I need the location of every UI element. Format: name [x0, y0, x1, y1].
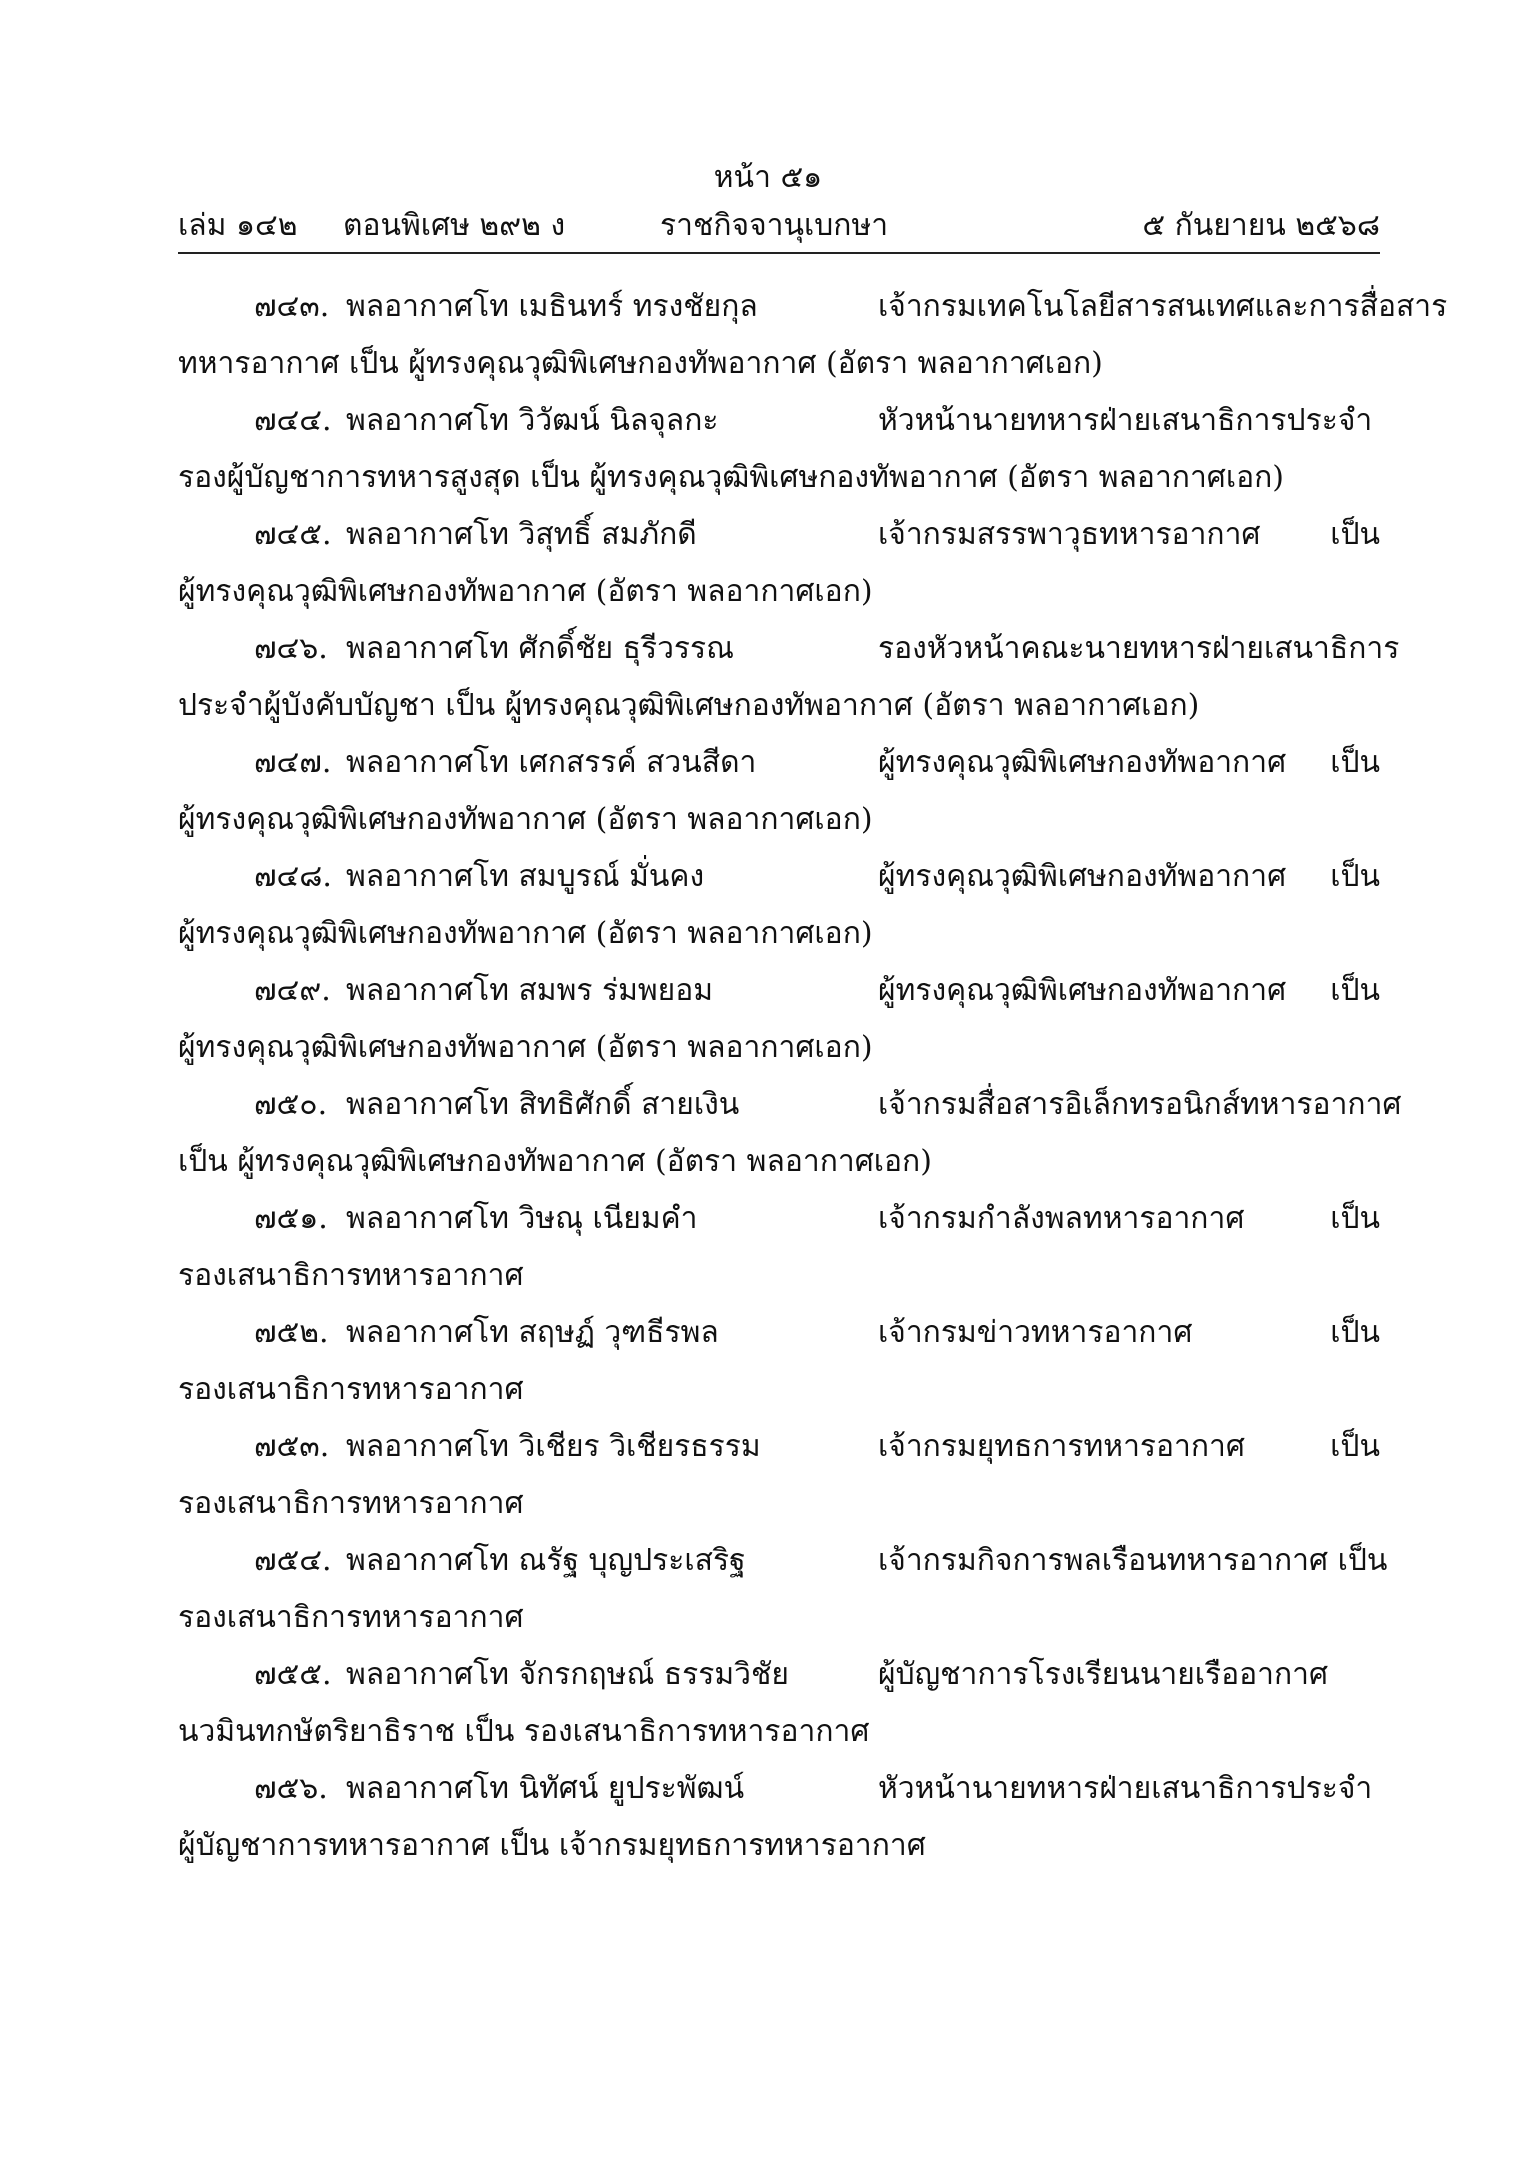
publication-title: ราชกิจจานุเบกษา: [660, 208, 889, 243]
item-number: ๗๕๔.: [254, 1543, 332, 1578]
list-item: [178, 1304, 1380, 1418]
list-item: [178, 1760, 1380, 1874]
new-position: รองเสนาธิการทหารอากาศ: [178, 1372, 524, 1407]
new-position: รองผู้บัญชาการทหารสูงสุด เป็น ผู้ทรงคุณวุฒิพิเศษกองทัพอากาศ (อัตรา พลอากาศเอก): [178, 460, 1284, 495]
new-position: รองเสนาธิการทหารอากาศ: [178, 1486, 524, 1521]
officer-name: พลอากาศโท ศักดิ์ชัย ธุรีวรรณ: [346, 631, 734, 666]
current-position: เจ้ากรมเทคโนโลยีสารสนเทศและการสื่อสาร: [878, 289, 1448, 324]
current-position: เจ้ากรมยุทธการทหารอากาศ เป็น: [878, 1429, 1380, 1464]
list-item: [178, 1418, 1380, 1532]
volume-label: เล่ม ๑๔๒: [178, 208, 298, 243]
officer-name: พลอากาศโท สมบูรณ์ มั่นคง: [346, 859, 705, 894]
officer-name: พลอากาศโท ณรัฐ บุญประเสริฐ: [346, 1543, 746, 1578]
officer-name: พลอากาศโท สมพร ร่มพยอม: [346, 973, 714, 1008]
new-position: รองเสนาธิการทหารอากาศ: [178, 1258, 524, 1293]
running-header: [178, 206, 1380, 246]
list-item: [178, 620, 1400, 734]
item-number: ๗๔๕.: [254, 517, 332, 552]
list-item: [178, 1190, 1380, 1304]
list-item: [178, 848, 1380, 962]
item-number: ๗๕๖.: [254, 1771, 328, 1806]
item-number: ๗๕๓.: [254, 1429, 330, 1464]
officer-name: พลอากาศโท จักรกฤษณ์ ธรรมวิชัย: [346, 1657, 789, 1692]
item-number: ๗๔๙.: [254, 973, 331, 1008]
officer-name: พลอากาศโท สฤษฏ์ วุฑธีรพล: [346, 1315, 719, 1350]
current-position: เจ้ากรมข่าวทหารอากาศ เป็น: [878, 1315, 1380, 1350]
current-position: เจ้ากรมสื่อสารอิเล็กทรอนิกส์ทหารอากาศ: [878, 1087, 1402, 1122]
new-position: นวมินทกษัตริยาธิราช เป็น รองเสนาธิการทหารอากาศ: [178, 1714, 870, 1749]
current-position: เจ้ากรมกิจการพลเรือนทหารอากาศ เป็น: [878, 1543, 1388, 1578]
item-number: ๗๕๑.: [254, 1201, 328, 1236]
new-position: ผู้ทรงคุณวุฒิพิเศษกองทัพอากาศ (อัตรา พลอากาศเอก): [178, 1030, 873, 1065]
current-position: รองหัวหน้าคณะนายทหารฝ่ายเสนาธิการ: [878, 631, 1400, 666]
list-item: [178, 962, 1380, 1076]
page-number: หน้า ๕๑: [713, 160, 823, 195]
new-position: ผู้ทรงคุณวุฒิพิเศษกองทัพอากาศ (อัตรา พลอากาศเอก): [178, 802, 873, 837]
current-position: ผู้ทรงคุณวุฒิพิเศษกองทัพอากาศ เป็น: [878, 859, 1380, 894]
new-position: รองเสนาธิการทหารอากาศ: [178, 1600, 524, 1635]
new-position: ผู้ทรงคุณวุฒิพิเศษกองทัพอากาศ (อัตรา พลอากาศเอก): [178, 916, 873, 951]
officer-name: พลอากาศโท วิษณุ เนียมคำ: [346, 1201, 698, 1236]
new-position: ประจำผู้บังคับบัญชา เป็น ผู้ทรงคุณวุฒิพิเศษกองทัพอากาศ (อัตรา พลอากาศเอก): [178, 688, 1200, 723]
current-position: หัวหน้านายทหารฝ่ายเสนาธิการประจำ: [878, 1771, 1373, 1806]
current-position: หัวหน้านายทหารฝ่ายเสนาธิการประจำ: [878, 403, 1373, 438]
officer-name: พลอากาศโท เศกสรรค์ สวนสีดา: [346, 745, 757, 780]
new-position: เป็น ผู้ทรงคุณวุฒิพิเศษกองทัพอากาศ (อัตรา พลอากาศเอก): [178, 1144, 932, 1179]
officer-name: พลอากาศโท เมธินทร์ ทรงชัยกุล: [346, 289, 758, 324]
current-position: ผู้ทรงคุณวุฒิพิเศษกองทัพอากาศ เป็น: [878, 973, 1380, 1008]
list-item: [178, 734, 1380, 848]
item-number: ๗๔๔.: [254, 403, 332, 438]
officer-name: พลอากาศโท วิสุทธิ์ สมภักดี: [346, 517, 697, 552]
current-position: ผู้ทรงคุณวุฒิพิเศษกองทัพอากาศ เป็น: [878, 745, 1380, 780]
list-item: [178, 506, 1380, 620]
new-position: ทหารอากาศ เป็น ผู้ทรงคุณวุฒิพิเศษกองทัพอากาศ (อัตรา พลอากาศเอก): [178, 346, 1103, 381]
new-position: ผู้ทรงคุณวุฒิพิเศษกองทัพอากาศ (อัตรา พลอากาศเอก): [178, 574, 873, 609]
appointment-list: [178, 278, 1448, 1874]
item-number: ๗๔๘.: [254, 859, 332, 894]
item-number: ๗๕๕.: [254, 1657, 332, 1692]
officer-name: พลอากาศโท วิเชียร วิเชียรธรรม: [346, 1429, 761, 1464]
list-item: [178, 1076, 1402, 1190]
list-item: [178, 1532, 1388, 1646]
current-position: เจ้ากรมกำลังพลทหารอากาศ เป็น: [878, 1201, 1380, 1236]
list-item: [178, 392, 1380, 506]
officer-name: พลอากาศโท สิทธิศักดิ์ สายเงิน: [346, 1087, 740, 1122]
item-number: ๗๕๒.: [254, 1315, 329, 1350]
list-item: [178, 1646, 1380, 1760]
new-position: ผู้บัญชาการทหารอากาศ เป็น เจ้ากรมยุทธการทหารอากาศ: [178, 1828, 926, 1863]
current-position: ผู้บัญชาการโรงเรียนนายเรืออากาศ: [878, 1657, 1329, 1692]
officer-name: พลอากาศโท นิทัศน์ ยูประพัฒน์: [346, 1771, 745, 1806]
section-label: ตอนพิเศษ ๒๙๒ ง: [343, 208, 566, 243]
officer-name: พลอากาศโท วิวัฒน์ นิลจุลกะ: [346, 403, 719, 438]
item-number: ๗๔๗.: [254, 745, 332, 780]
current-position: เจ้ากรมสรรพาวุธทหารอากาศ เป็น: [878, 517, 1380, 552]
publication-date: ๕ กันยายน ๒๕๖๘: [1142, 208, 1380, 243]
list-item: [178, 278, 1448, 392]
header-divider: [178, 252, 1380, 254]
item-number: ๗๔๖.: [254, 631, 328, 666]
item-number: ๗๕๐.: [254, 1087, 328, 1122]
item-number: ๗๔๓.: [254, 289, 330, 324]
